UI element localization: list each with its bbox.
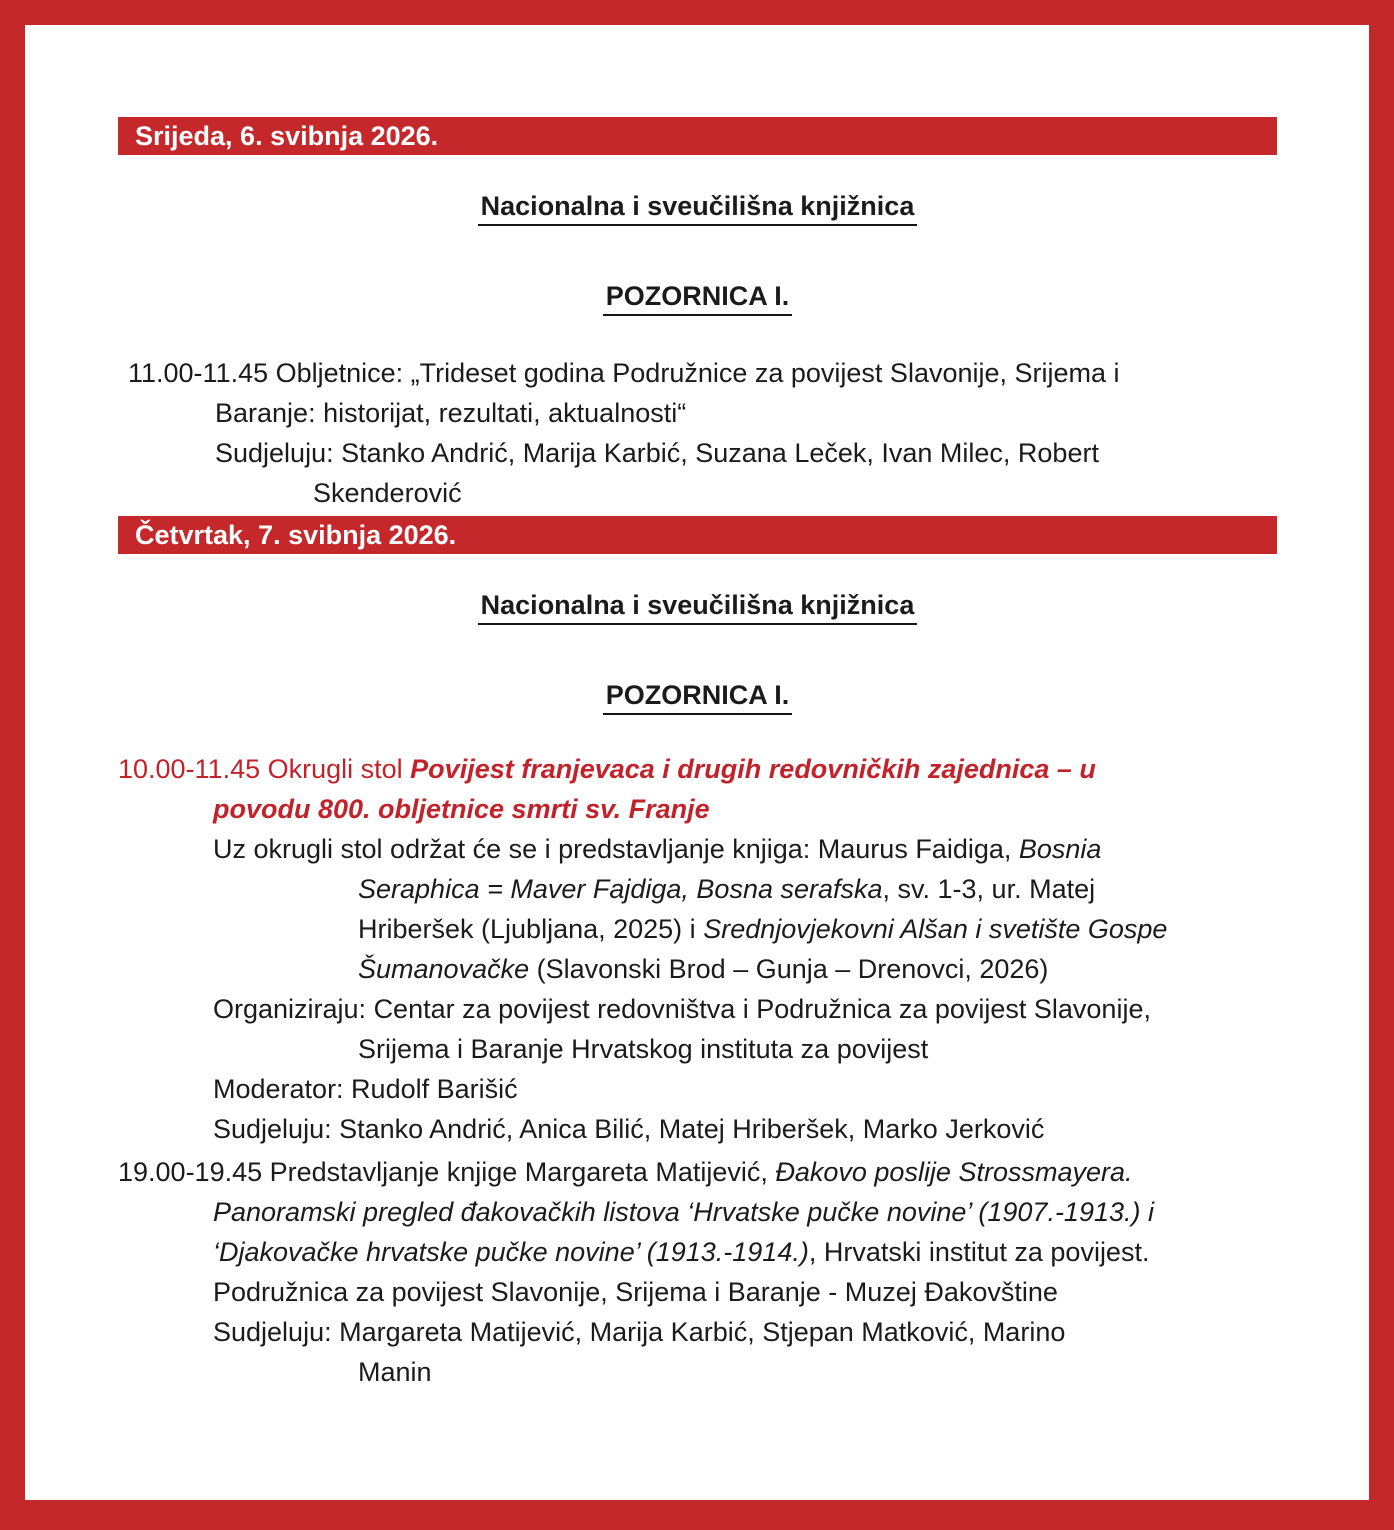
program-entry: [118, 353, 1277, 513]
text-segment: Šumanovačke: [358, 954, 530, 984]
program-line: [358, 1352, 1277, 1392]
program-line: [213, 789, 1277, 829]
program-line: [118, 1152, 1277, 1192]
program-line: [358, 869, 1277, 909]
text-segment: , Hrvatski institut za povijest.: [808, 1237, 1150, 1267]
program-line: [213, 1069, 1277, 1109]
program: [118, 117, 1277, 1392]
text-segment: ‘Djakovačke hrvatske pučke novine’ (1913.-1914.): [213, 1237, 809, 1267]
program-line: [213, 1192, 1277, 1232]
program-line: [213, 1272, 1277, 1312]
program-line: [213, 989, 1277, 1029]
text-segment: Đakovo poslije Strossmayera.: [775, 1157, 1133, 1187]
program-line: [215, 433, 1277, 473]
program-line: [358, 909, 1277, 949]
text-segment: Seraphica = Maver Fajdiga, Bosna serafska: [358, 874, 883, 904]
text-segment: 19.00-19.45 Predstavljanje knjige Margareta Matijević,: [118, 1157, 776, 1187]
text-segment: Podružnica za povijest Slavonije, Srijema i Baranje - Muzej Đakovštine: [213, 1277, 1058, 1307]
text-segment: Uz okrugli stol održat će se i predstavljanje knjiga: Maurus Faidiga,: [213, 834, 1019, 864]
program-line: [118, 749, 1277, 789]
program-section: [118, 516, 1277, 1392]
stage-heading: POZORNICA I.: [603, 281, 793, 316]
text-segment: Srednjovjekovni Alšan i svetište Gospe: [703, 914, 1168, 944]
text-segment: , sv. 1-3, ur. Matej: [882, 874, 1096, 904]
text-segment: Srijema i Baranje Hrvatskog instituta za povijest: [358, 1034, 929, 1064]
program-line: [213, 1312, 1277, 1352]
text-segment: (Slavonski Brod – Gunja – Drenovci, 2026): [529, 954, 1049, 984]
venue-heading-row: [118, 590, 1277, 625]
program-page: [25, 25, 1369, 1500]
program-line: [215, 393, 1277, 433]
program-entry: [118, 1152, 1277, 1392]
text-segment: Panoramski pregled đakovačkih listova ‘Hrvatske pučke novine’ (1907.-1913.) i: [213, 1197, 1154, 1227]
text-segment: Bosnia: [1018, 834, 1102, 864]
stage-heading: POZORNICA I.: [603, 680, 793, 715]
text-segment: Povijest franjevaca i drugih redovničkih zajednica – u: [410, 754, 1096, 784]
program-line: [358, 1029, 1277, 1069]
text-segment: Sudjeluju: Stanko Andrić, Marija Karbić, Suzana Leček, Ivan Milec, Robert: [215, 438, 1099, 468]
venue-heading: Nacionalna i sveučilišna knjižnica: [478, 191, 918, 226]
text-segment: Sudjeluju: Margareta Matijević, Marija Karbić, Stjepan Matković, Marino: [213, 1317, 1066, 1347]
text-segment: 11.00-11.45 Obljetnice: „Trideset godina Podružnice za povijest Slavonije, Srijema i: [128, 358, 1120, 388]
date-banner: Četvrtak, 7. svibnja 2026.: [118, 516, 1277, 554]
program-line: [128, 353, 1277, 393]
text-segment: Hriberšek (Ljubljana, 2025) i: [358, 914, 704, 944]
stage-heading-row: [118, 680, 1277, 715]
program-line: [213, 1232, 1277, 1272]
program-line: [213, 1109, 1277, 1149]
text-segment: Skenderović: [313, 478, 462, 508]
date-banner: Srijeda, 6. svibnja 2026.: [118, 117, 1277, 155]
venue-heading: Nacionalna i sveučilišna knjižnica: [478, 590, 918, 625]
text-segment: Baranje: historijat, rezultati, aktualnosti“: [215, 398, 687, 428]
text-segment: Organiziraju: Centar za povijest redovništva i Podružnica za povijest Slavonije,: [213, 994, 1151, 1024]
program-line: [213, 829, 1277, 869]
text-segment: Sudjeluju: Stanko Andrić, Anica Bilić, Matej Hriberšek, Marko Jerković: [213, 1114, 1045, 1144]
program-section: [118, 117, 1277, 513]
text-segment: povodu 800. obljetnice smrti sv. Franje: [213, 794, 710, 824]
program-line: [358, 949, 1277, 989]
stage-heading-row: [118, 281, 1277, 316]
program-entry: [118, 749, 1277, 1149]
text-segment: Manin: [358, 1357, 432, 1387]
text-segment: Moderator: Rudolf Barišić: [213, 1074, 518, 1104]
program-line: [313, 473, 1277, 513]
venue-heading-row: [118, 191, 1277, 226]
text-segment: 10.00-11.45 Okrugli stol: [118, 754, 411, 784]
